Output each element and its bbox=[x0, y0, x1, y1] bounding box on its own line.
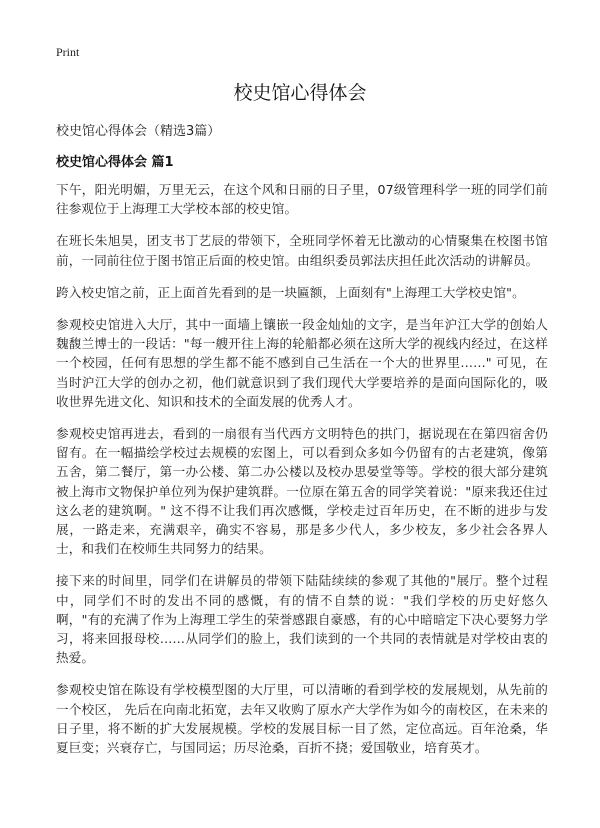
paragraph: 接下来的时间里，同学们在讲解员的带领下陆陆续续的参观了其他的"展厅。整个过程中，同学们不时的发出不同的感慨，有的情不自禁的说："我们学校的历史好悠久啊，"有的充满了作为上海理工学生的荣誉感跟自豪感，有的心中暗暗定下决心要努力学习，将来回报母校……从同学们的脸上，我们读到的一个共同的表情就是对学校由衷的热爱。 bbox=[56, 573, 548, 666]
paragraph: 跨入校史馆之前，正上面首先看到的是一块匾额，上面刻有"上海理工大学校史馆"。 bbox=[56, 284, 525, 300]
paragraph: 下午，阳光明媚，万里无云，在这个风和日丽的日子里，07级管理科学一班的同学们前往参观位于上海理工大学校本部的校史馆。 bbox=[56, 182, 548, 217]
document-subtitle: 校史馆心得体会（精选3篇） bbox=[56, 124, 221, 139]
section-heading: 校史馆心得体会 篇1 bbox=[56, 155, 174, 170]
article-body bbox=[56, 180, 548, 770]
page-title: 校史馆心得体会 bbox=[233, 82, 367, 104]
paragraph: 参观校史馆进入大厅，其中一面墙上镶嵌一段金灿灿的文字，是当年沪江大学的创始人魏馥兰博士的一段话："每一艘开往上海的轮船都必须在这所大学的视线内经过，在这样一个校园，任何有思想的学生都不能不感到自己生活在一个大的世界里……" 可见，在当时沪江大学的创办之初，他们就意识到了我们现代大学要培养的是面向国际化的，吸收世界先进文化、知识和技术的全面发展的优秀人才。 bbox=[56, 317, 548, 409]
print-link[interactable]: Print bbox=[56, 45, 80, 59]
paragraph: 参观校史馆再进去，看到的一扇很有当代西方文明特色的拱门，据说现在在第四宿舍仍留有。在一幅描绘学校过去规模的宏图上，可以看到众多如今仍留有的古老建筑，像第五舍，第二餐厅，第一办公楼、第二办公楼以及校办思晏堂等等。学校的很大部分建筑被上海市文物保护单位列为保护建筑群。一位原在第五舍的同学笑着说："原来我还住过这么老的建筑啊。" 这不得不让我们再次感慨，学校走过百年历史，在不断的进步与发展，一路走来，充满艰辛，确实不容易，那是多少代人，多少校友，多少社会各界人士，和我们在校师生共同努力的结果。 bbox=[56, 426, 548, 557]
paragraph: 在班长朱旭昊，团支书丁艺辰的带领下，全班同学怀着无比激动的心情聚集在校图书馆前，一同前往位于图书馆正后面的校史馆。由组织委员郭法庆担任此次活动的讲解员。 bbox=[56, 233, 548, 268]
paragraph: 参观校史馆在陈设有学校模型图的大厅里，可以清晰的看到学校的发展规划，从先前的一个校区， 先后在向南北拓宽，去年又收购了原水产大学作为如今的南校区，在未来的日子里，将不断的扩大发展规模。学校的发展目标一目了然，定位高远。百年沧桑，华夏巨变；兴衰存亡，与国同运；历尽沧桑，百折不挠；爱国敬业，培育英才。 bbox=[56, 682, 548, 756]
